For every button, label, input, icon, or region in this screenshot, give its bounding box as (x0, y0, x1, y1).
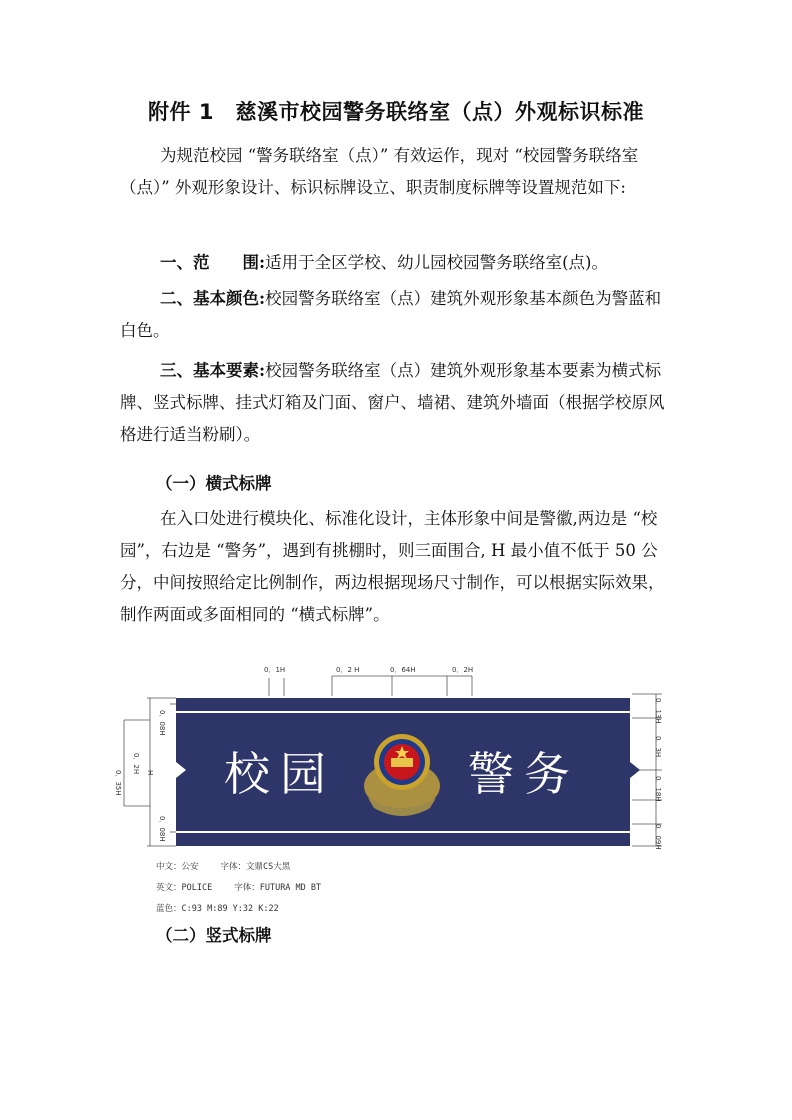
dim-right-4: 0．09H (654, 824, 662, 850)
spec-en-label: 英文：POLICE (156, 883, 213, 893)
spec-cn-label: 中文：公安 (156, 862, 199, 872)
sign-right-text: 警务 (468, 747, 580, 801)
top-dimension-lines (269, 676, 472, 696)
section-text: 校园警务联络室（点）建筑外观形象基本颜色为警蓝和白色。 (120, 289, 662, 340)
spec-color (156, 902, 279, 914)
section-heading: 三、基本要素: (160, 361, 266, 380)
dim-right-2: 0．3H (654, 736, 662, 758)
section-heading: 二、基本颜色: (160, 289, 266, 308)
section-elements (120, 355, 672, 451)
dim-left-2: 0．08H (158, 710, 166, 736)
spec-cn (156, 860, 290, 872)
spec-en-font: 字体：FUTURA MD BT (234, 883, 322, 893)
dim-top-1: 0．1H (264, 666, 286, 674)
page-title: 附件 1 慈溪市校园警务联络室（点）外观标识标准 (148, 100, 644, 124)
dim-right-3: 0．18H (654, 776, 662, 802)
section-text: 校园警务联络室（点）建筑外观形象基本要素为横式标牌、竖式标牌、挂式灯箱及门面、窗户、墙裙、建筑外墙面（根据学校原风格进行适当粉刷）。 (120, 361, 665, 444)
spec-cn-font: 字体：文鼎CS大黑 (220, 862, 291, 872)
dim-left-1: 0．2H (132, 753, 140, 775)
sign-left-text: 校园 (224, 747, 336, 801)
section-scope (120, 247, 672, 279)
subsection-horizontal-sign: （一）横式标牌 (156, 474, 272, 493)
horizontal-sign-diagram (112, 658, 672, 854)
dim-left-5: 0．08H (158, 816, 166, 842)
section-color (120, 283, 672, 347)
spec-color-label: 蓝色：C:93 M:89 Y:32 K:22 (156, 904, 279, 914)
dim-top-2: 0．2 H (336, 666, 360, 674)
horizontal-sign-paragraph: 在入口处进行模块化、标准化设计，主体形象中间是警徽,两边是 “校园”，右边是 “警务”，遇到有挑棚时，则三面围合, H 最小值不低于 50 公分，中间按照给定比例制作，两边根据现场尺寸制作，可以根据实际效果，制作两面或多面相同的 “横式标牌”。 (120, 509, 665, 624)
intro-paragraph: 为规范校园 “警务联络室（点）” 有效运作，现对 “校园警务联络室（点）” 外观形象设计、标识标牌设立、职责制度标牌等设置规范如下: (120, 146, 639, 197)
dim-left-4: 0．35H (114, 770, 122, 796)
section-text: 适用于全区学校、幼儿园校园警务联络室(点)。 (265, 253, 608, 272)
dim-right-1: 0．13H (654, 698, 662, 724)
subsection-vertical-sign: （二）竖式标牌 (156, 926, 272, 945)
section-heading: 一、范 围: (160, 253, 266, 272)
dim-top-4: 0．2H (452, 666, 474, 674)
spec-en (156, 881, 321, 893)
dim-top-3: 0．64H (390, 666, 416, 674)
dim-left-3: H (146, 770, 154, 776)
